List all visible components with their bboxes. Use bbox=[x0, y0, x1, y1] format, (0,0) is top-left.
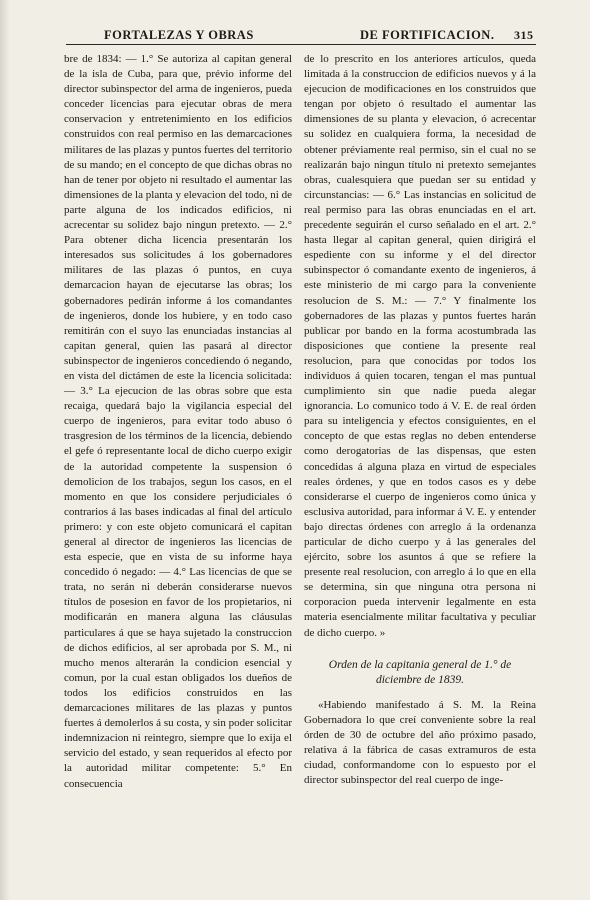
running-title-left: FORTALEZAS Y OBRAS bbox=[104, 28, 254, 42]
header-rule bbox=[66, 44, 536, 45]
left-column-text: bre de 1834: — 1.° Se autoriza al capitan general de la isla de Cuba, para que, prévio informe del director subinspector del arma de ingenieros, pueda conceder licencias para ejecutar obras de mera conservacion y entretenimiento en los edificios construidos con real permiso en las demarcaciones militares de las plazas y puntos fuertes del territorio de su mando; en el concepto de que dichas obras no han de tener por objeto ni resultado el aumentar las dimensiones de la planta y elevacion del todo, ni de parte alguna de los indicados edificios, ni acrecentar su solidez bajo ningun pretexto. — 2.° Para obtener dicha licencia presentarán los interesados sus solicitudes á los gobernadores militares de las plazas ó puntos, en cuya demarcacion hayan de ejecutarse las obras; los gobernadores pedirán informe á los comandantes de ingenieros, donde los hubiere, y en todo caso remitirán con el suyo las enunciadas instancias al capitan general, quien las pasará al director subinspector de ingenieros concediendo ó negando, en vista del dictámen de este la licencia solicitada: — 3.° La ejecucion de las obras sobre que esta recaiga, quedará bajo la vigilancia especial del cuerpo de ingenieros, para evitar todo abuso ó trasgresion de los términos de la licencia, debiendo el gefe ó representante local de dicho cuerpo exigir de la autoridad competente la suspension ó demolicion de los trabajos, segun los casos, en el momento en que los considere perjudiciales ó contrarios á las bases indicadas al final del artículo primero: y con este objeto comunicará el capitan general al director de ingenieros las licencias de esta especie, que en vista de su informe haya concedido ó negado: — 4.° Las licencias de que se trata, no serán ni deberán considerarse nuevos títulos de posesion en favor de los propietarios, ni modificarán en manera alguna las cláusulas particulares á que se haya sujetado la construccion de dichos edificios, al ser aprobada por S. M., ni mucho menos alterarán la condicion esencial y comun, por la cual estan obligados los dueños de todos los edificios construidos en las demarcaciones militares de las plazas y puntos fuertes á demolerlos á su costa, y sin poder solicitar indemnizacion ni reintegro, siempre que lo exija el servicio del estado, y sean requeridos al efecto por la autoridad militar competente: 5.° En consecuencia bbox=[64, 53, 292, 790]
left-column bbox=[64, 52, 292, 792]
right-column-text-top: de lo prescrito en los anteriores artículos, queda limitada á la construccion de edificios nuevos y á la ejecucion de modificaciones en los construidos que tengan por objeto ó resultado el aumentar las dimensiones de su planta y elevacion, ó acrecentar su solidez en cualquiera forma, la necesidad de obtener préviamente real permiso, sin el cual no se realizarán bajo ningun título ni pretexto semejantes obras, cualesquiera que puedan ser su entidad y circunstancias: — 6.° Las instancias en solicitud de real permiso para las obras enunciadas en el art. precedente seguirán el curso señalado en el art. 2.° hasta llegar al capitan general, quien dirigirá el espediente con su informe y el del director subinspector ó comandante exento de ingenieros, á este ministerio de mi cargo para la conveniente resolucion de S. M.: — 7.° Y finalmente los gobernadores de las plazas y puntos fuertes harán publicar por bando en la forma acostumbrada las disposiciones que contiene la presente real resolucion, para que conocidas por todos los individuos á quien tocaren, tengan el mas puntual cumplimiento sin que nadie pueda alegar ignorancia. Lo comunico todo á V. E. de real órden para su inteligencia y efectos consiguientes, en el concepto de que estas reglas no deben entenderse como derogatorias de las dispensas, que esten concedidas á alguna plaza en virtud de especiales reales órdenes, y que en todos casos es y debe considerarse el cuerpo de ingenieros como única y esclusiva autoridad, para informar á V. E. y entender bajo directas órdenes con arreglo á la ordenanza particular de dicho cuerpo y á las generales del ejército, sobre los asuntos á que se refiere la presente real resolucion, con arreglo á lo que en ella se determina, sin que ninguna otra persona ni corporacion pueda intervenir legalmente en esta materia esencialmente militar facultativa y peculiar de dicho cuerpo. » bbox=[304, 53, 536, 639]
running-title-right: DE FORTIFICACION. bbox=[360, 28, 495, 42]
right-column bbox=[304, 52, 536, 788]
section-heading-line-1: Orden de la capitania general de 1.° de bbox=[328, 658, 512, 671]
right-column-text-bottom: «Habiendo manifestado á S. M. la Reina Gobernadora lo que creí conveniente sobre la real órden de 30 de octubre del año próximo pasado, relativa á la fábrica de casas extramuros de esta ciudad, conformandome con lo espuesto por el director subinspector del real cuerpo de inge- bbox=[304, 698, 536, 787]
section-heading-line-2: diciembre de 1839. bbox=[375, 673, 465, 686]
running-header bbox=[0, 28, 590, 48]
page-gutter-shadow bbox=[0, 0, 10, 900]
section-heading bbox=[304, 658, 536, 688]
page-number: 315 bbox=[514, 28, 534, 42]
